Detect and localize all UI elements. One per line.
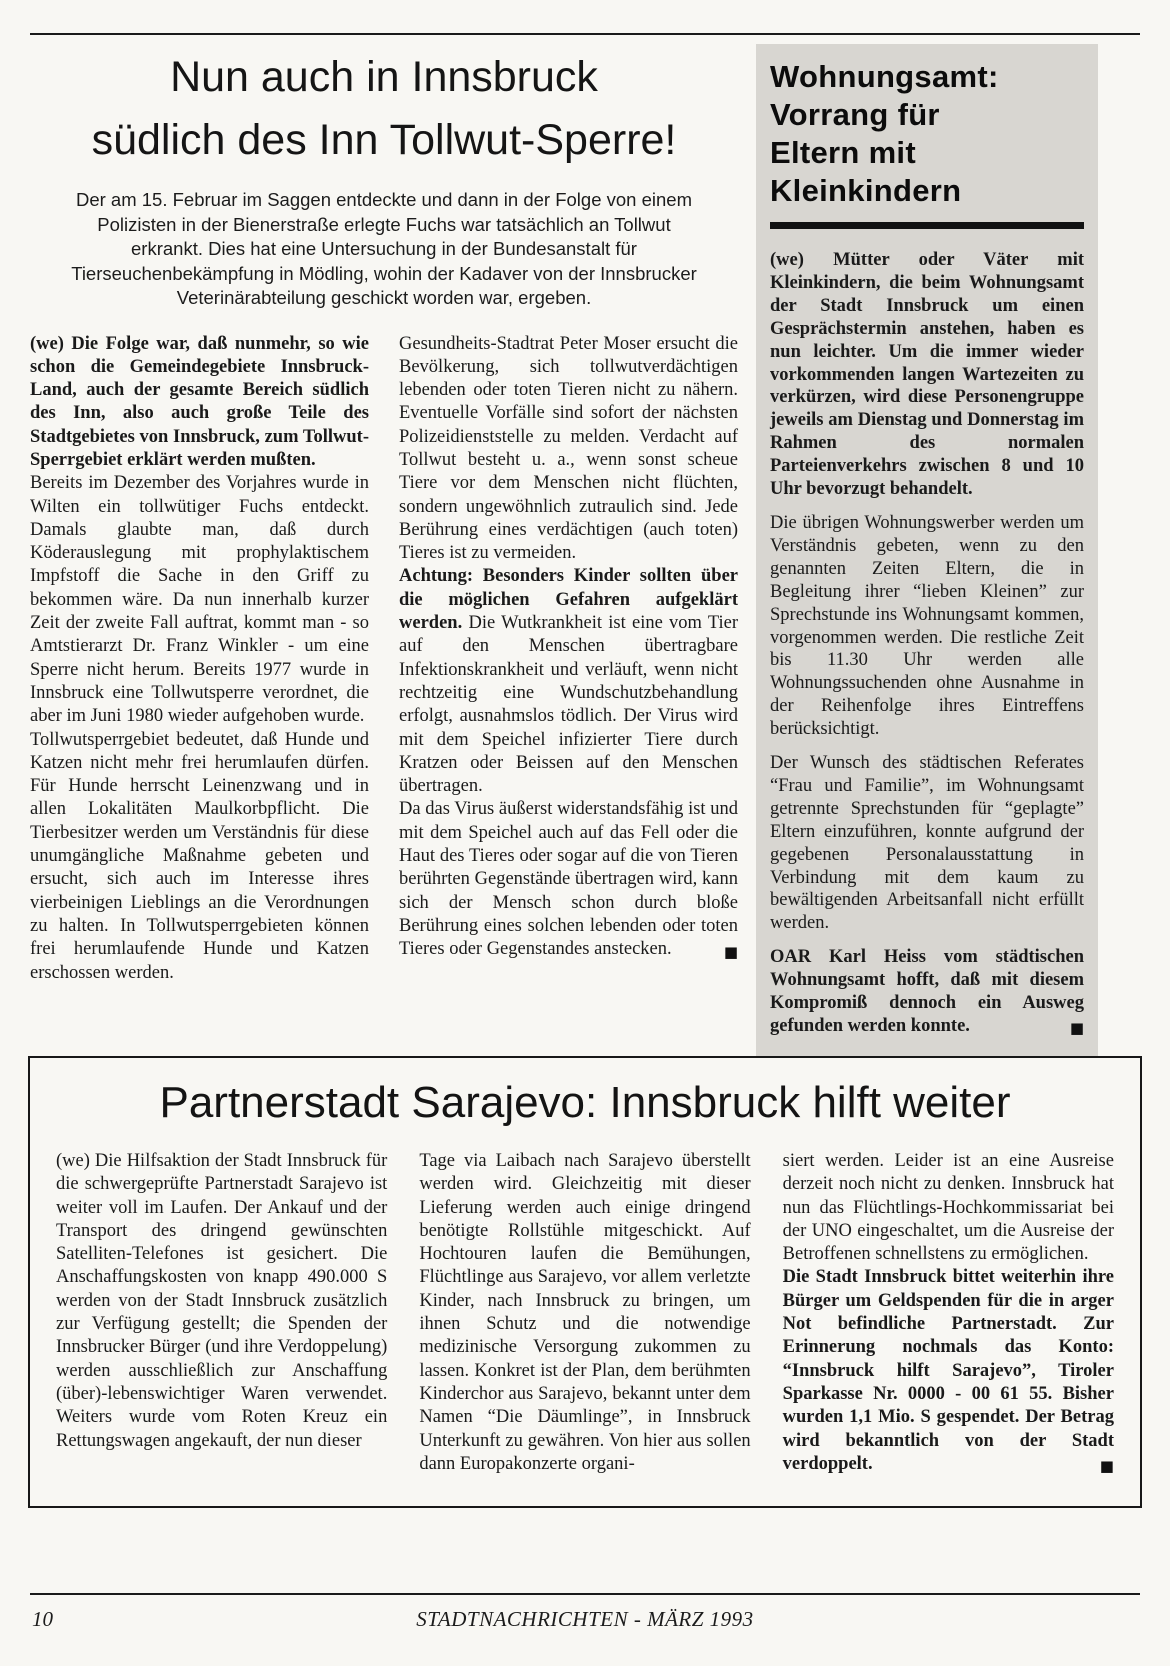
article-column-2 [399,333,738,985]
article-paragraph: Gesundheits-Stadtrat Peter Moser ersucht die Bevölkerung, sich tollwutverdächtigen lebenden oder toten Tieren nicht zu nähern. Eventuelle Vorfälle sind sofort der nächsten Polizeidienststelle zu melden. Verdacht auf Tollwut besteht u. a., wenn sonst scheue Tiere vor dem Menschen nicht flüchten, sondern ungewöhnlich zutraulich sind. Jede Berührung eines verdächtigen (auch toten) Tieres ist zu vermeiden. [399,333,738,564]
sidebar-article-wohnungsamt [756,44,1098,1056]
paragraph-text: OAR Karl Heiss vom städtischen Wohnungsamt hofft, daß mit diesem Kompromiß dennoch ein Ausweg gefunden werden konnte. [770,947,1084,1036]
top-rule [30,33,1140,35]
article-lead: Der am 15. Februar im Saggen entdeckte und dann in der Folge von einem Polizisten in der Bienerstraße erlegte Fuchs war tatsächlich an Tollwut erkrankt. Dies hat eine Untersuchung in der Bundesanstalt für Tierseuchenbekämpfung in Mödling, wohin der Kadaver von der Innsbrucker Veterinärabteilung geschickt worden war, ergeben. [71,189,697,308]
paragraph-text: Die Wutkrankheit ist eine vom Tier auf den Menschen übertragbare Infektionskrankheit und verläuft, wenn nicht rechtzeitig eine Wundschutzbehandlung erfolgt, ausnahmslos tödlich. Der Virus wird mit dem Speichel infizierter Tiere durch Kratzen oder Beissen auf den Menschen übertragen. [399,613,739,797]
end-of-article-mark: ■ [723,942,738,961]
sidebar-title-rule [770,222,1084,229]
sidebar-headline [770,58,1084,210]
footer-rule [30,1593,1140,1595]
article-headline: Partnerstadt Sarajevo: Innsbruck hilft weiter [159,1078,1011,1127]
article-paragraph [399,565,738,798]
article-paragraph [783,1266,1114,1476]
article-paragraph: (we) Mütter oder Väter mit Kleinkindern, die beim Wohnungsamt der Stadt Innsbruck um einen Gesprächstermin anstehen, haben es nun leichter. Um die immer wieder vorkommenden langen Wartezeiten zu verkürzen, wird diese Personengruppe jeweils am Dienstag und Donnerstag im Rahmen des normalen Parteienverkehrs zwischen 8 und 10 Uhr bevorzugt behandelt. [770,250,1084,500]
article-paragraph: siert werden. Leider ist an eine Ausreise derzeit noch nicht zu denken. Innsbruck hat nun das Flüchtlings-Hochkommissariat bei der UNO eingeschaltet, um die Ausreise der Betroffenen schnellstens zu ermöglichen. [782,1151,1114,1265]
article-paragraph: (we) Die Hilfsaktion der Stadt Innsbruck für die schwergeprüfte Partnerstadt Sarajevo ist weiter voll im Laufen. Der Ankauf und der Transport des dringend gewünschten Satelliten-Telefones ist gesichert. Die Anschaffungskosten von knapp 490.000 S werden von der Stadt Innsbruck zusätzlich zur Verfügung gestellt; die Spenden der Innsbrucker Bürger (und ihre Verdoppelung) werden ausschließlich zur Anschaffung (über)-lebenswichtiger Waren verwendet. Weiters wurde vom Roten Kreuz ein Rettungswagen angekauft, der nun dieser [56,1151,388,1451]
headline-line-2: südlich des Inn Tollwut-Sperre! [91,116,677,164]
article-column-3 [783,1150,1114,1476]
article-paragraph: (we) Die Folge war, daß nunmehr, so wie schon die Gemeindegebiete Innsbruck-Land, auch der gesamte Bereich südlich des Inn, also auch große Teile des Stadtgebietes von Innsbruck, zum Tollwut-Sperrgebiet erklärt werden mußten. [30,333,369,470]
article-column-2 [419,1150,750,1476]
article-columns [30,333,738,985]
article-paragraph: Tage via Laibach nach Sarajevo überstellt werden wird. Gleichzeitig mit dieser Lieferung werden auch einige dringend benötigte Rollstühle mitgeschickt. Auf Hochtouren laufen die Bemühungen, Flüchtlinge aus Sarajevo, vor allem verletzte Kinder, nach Innsbruck zu bringen, um ihnen Schutz und die notwendige medizinische Versorgung zukommen zu lassen. Konkret ist der Plan, dem berühmten Kinderchor aus Sarajevo, bekannt unter dem Namen “Die Däumlinge”, in Innsbruck Unterkunft zu gewähren. Von hier aus sollen dann Europakonzerte organi- [419,1151,751,1474]
headline-line-1: Nun auch in Innsbruck [170,53,598,101]
article-paragraph: Die übrigen Wohnungswerber werden um Verständnis gebeten, wenn zu den genannten Zeiten Eltern, die in Begleitung ihrer “lieben Kleinen” zur Sprechstunde ins Wohnungsamt kommen, vorgenommen werden. Die restliche Zeit bis 11.30 Uhr werden alle Wohnungssuchenden ohne Ausnahme in der Reihenfolge ihres Eintreffens berücksichtigt. [770,512,1084,740]
article-paragraph: Bereits im Dezember des Vorjahres wurde in Wilten ein tollwütiger Fuchs entdeckt. Damals glaubte man, daß durch Köderauslegung mit prophylaktischem Impfstoff die Sache in den Griff zu bekommen wäre. Da nun innerhalb kurzer Zeit der zweite Fall auftrat, kommt man - so Amtstierarzt Dr. Franz Winkler - um eine Sperre nicht herum. Bereits 1977 wurde in Innsbruck eine Tollwutsperre verordnet, die aber im Juni 1980 wieder aufgehoben wurde. [30,473,369,727]
sidebar-headline-line-1: Wohnungsamt: [770,59,999,94]
article-headline [30,46,738,172]
article-paragraph: Tollwutsperrgebiet bedeutet, daß Hunde und Katzen nicht mehr frei herumlaufen dürfen. Für Hunde herrscht Leinenzwang und in allen Lokalitäten Maulkorbpflicht. Die Tierbesitzer werden um Verständnis für diese unumgängliche Maßnahme gebeten und ersucht, sich auch im Interesse ihres vierbeinigen Lieblings an die Verordnungen zu halten. In Tollwutsperrgebieten können frei herumlaufende Hunde und Katzen erschossen werden. [30,729,369,983]
article-columns [56,1150,1114,1476]
footer-journal-title: STADTNACHRICHTEN - MÄRZ 1993 [416,1607,754,1631]
sidebar-headline-line-2: Vorrang für [770,97,940,132]
article-paragraph [399,798,738,961]
paragraph-text: Da das Virus äußerst widerstandsfähig ist und mit dem Speichel auch auf das Fell oder die Haut des Tieres oder sogar auf die von Tieren berührten Gegenstände übertragen wird, kann sich der Mensch schon durch bloße Berührung eines solchen lebenden oder toten Tieres oder Gegenstandes anstecken. [399,799,738,960]
paragraph-bold-lead: Achtung: Besonders Kinder sollten über die möglichen Gefahren aufgeklärt werden. [399,566,738,634]
sidebar-headline-line-4: Kleinkindern [770,173,962,208]
article-sarajevo [28,1056,1142,1508]
paragraph-text: Die Stadt Innsbruck bittet weiterhin ihre Bürger um Geldspenden für die in arger Not befindliche Partnerstadt. Zur Erinnerung nochmals das Konto: “Innsbruck hilft Sarajevo”, Tiroler Sparkasse Nr. 0000 - 00 61 55. Bisher wurden 1,1 Mio. S gespendet. Der Betrag wird bekanntlich von der Stadt verdoppelt. [782,1267,1114,1474]
end-of-article-mark: ■ [1069,1018,1084,1037]
article-paragraph: Der Wunsch des städtischen Referates “Frau und Familie”, im Wohnungsamt getrennte Sprechstunden für “geplagte” Eltern einzuführen, konnte aufgrund der gegebenen Personalausstattung in Verbindung mit dem kaum zu bewältigenden Arbeitsanfall nicht erfüllt werden. [770,753,1084,934]
end-of-article-mark: ■ [1099,1457,1114,1476]
sidebar-headline-line-3: Eltern mit [770,135,916,170]
page-number: 10 [32,1607,53,1631]
article-tollwut [30,46,738,985]
article-column-1 [30,333,369,985]
article-paragraph [770,946,1084,1038]
article-column-1 [56,1150,387,1476]
